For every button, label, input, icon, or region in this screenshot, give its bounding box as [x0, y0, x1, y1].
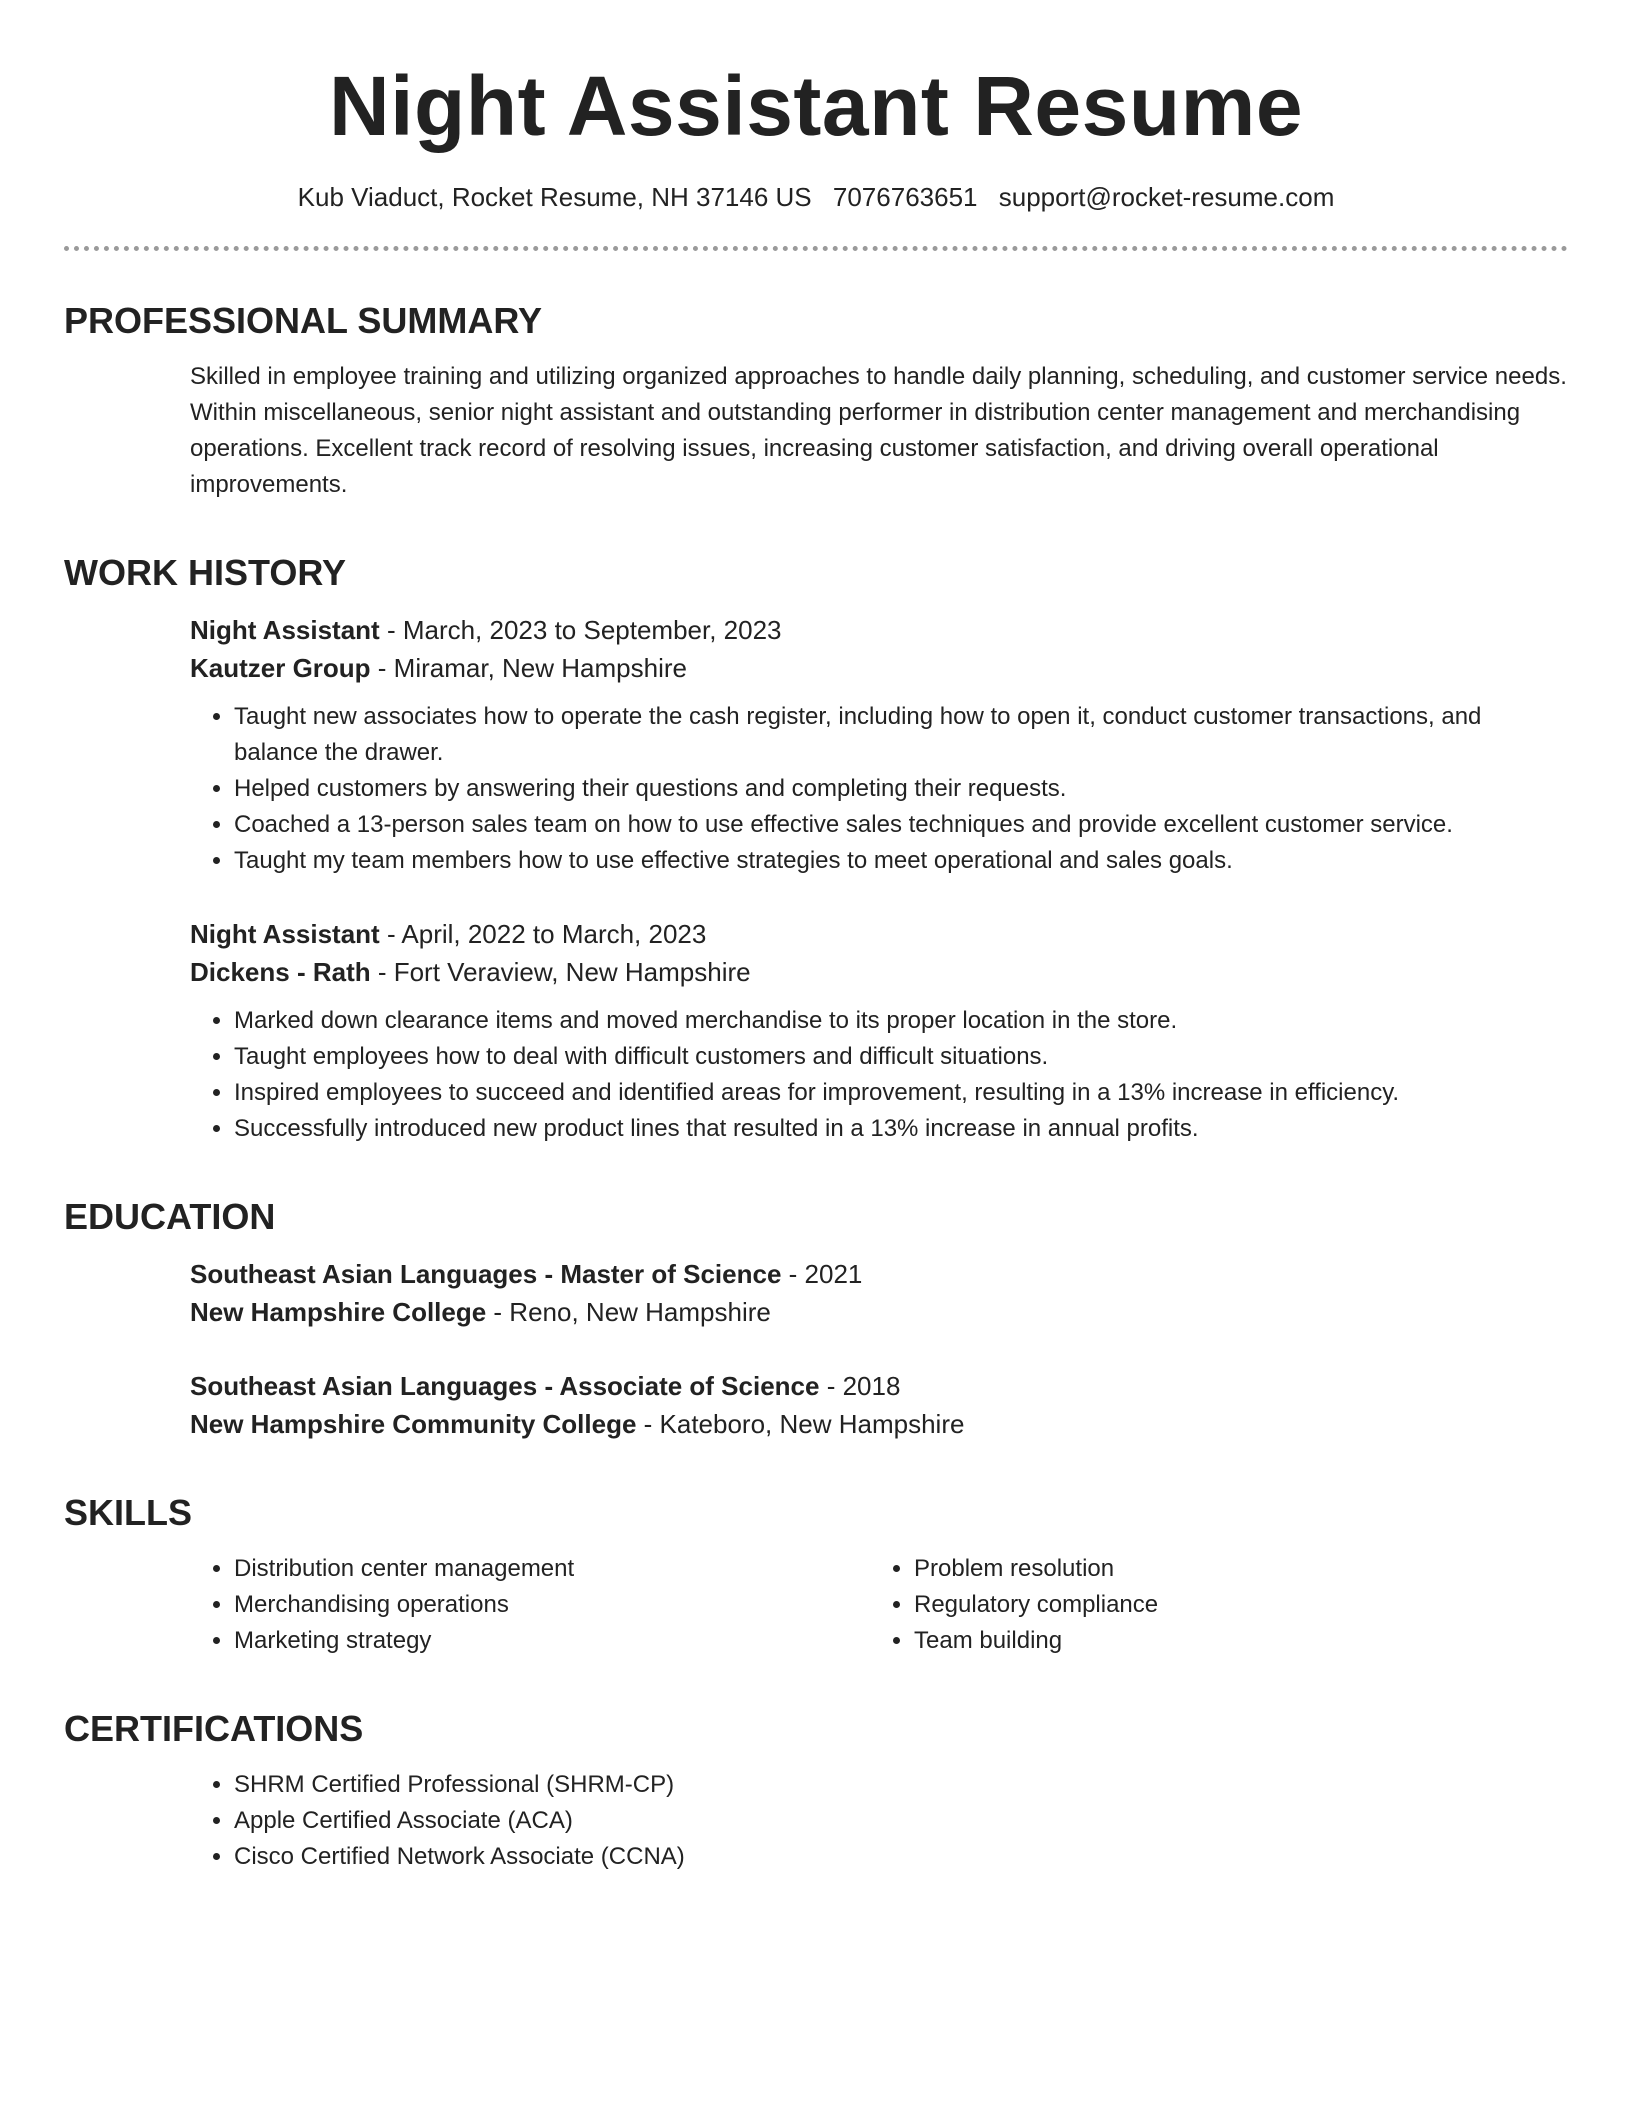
skill-item: • Distribution center management — [234, 1551, 870, 1587]
skill-item: • Merchandising operations — [234, 1587, 870, 1623]
school: New Hampshire Community College — [190, 1409, 637, 1439]
summary-heading: PROFESSIONAL SUMMARY — [64, 300, 543, 341]
degree: Southeast Asian Languages - Master of Science — [190, 1259, 782, 1289]
contact-email: support@rocket-resume.com — [998, 182, 1335, 212]
job-role: Night Assistant — [190, 919, 380, 949]
job-bullet: • Taught new associates how to operate the cash register, including how to open it, conduct customer transactions, and balance the drawer. — [234, 699, 1568, 771]
job-bullet: • Coached a 13-person sales team on how to use effective sales techniques and provide excellent customer service. — [234, 807, 1568, 843]
job-title-line — [190, 611, 1568, 649]
education-section — [64, 1195, 1568, 1443]
job-company: Kautzer Group — [190, 653, 371, 683]
job-entry — [190, 915, 1568, 1147]
work-history-heading: WORK HISTORY — [64, 552, 347, 593]
degree-year: - 2018 — [819, 1371, 901, 1401]
education-entry — [190, 1255, 1568, 1331]
resume-header — [64, 0, 1568, 251]
job-bullets — [190, 1003, 1568, 1147]
job-bullet: • Taught my team members how to use effective strategies to meet operational and sales goals. — [234, 843, 1568, 879]
skill-item: • Regulatory compliance — [914, 1587, 1550, 1623]
skills-column-left — [190, 1551, 870, 1659]
school-location: - Reno, New Hampshire — [486, 1297, 771, 1327]
school-location: - Kateboro, New Hampshire — [636, 1409, 965, 1439]
job-bullet: • Marked down clearance items and moved merchandise to its proper location in the store. — [234, 1003, 1568, 1039]
degree-year: - 2021 — [781, 1259, 863, 1289]
degree: Southeast Asian Languages - Associate of Science — [190, 1371, 820, 1401]
job-bullet: • Successfully introduced new product lines that resulted in a 13% increase in annual profits. — [234, 1111, 1568, 1147]
header-divider — [64, 246, 1568, 251]
certification-item: • Cisco Certified Network Associate (CCNA) — [234, 1839, 1568, 1875]
job-title-line — [190, 915, 1568, 953]
school-line — [190, 1405, 1568, 1443]
job-location: - Fort Veraview, New Hampshire — [370, 957, 751, 987]
degree-line — [190, 1255, 1568, 1293]
certification-item: • SHRM Certified Professional (SHRM-CP) — [234, 1767, 1568, 1803]
certifications-heading: CERTIFICATIONS — [64, 1708, 364, 1749]
education-heading: EDUCATION — [64, 1196, 276, 1237]
job-entry — [190, 611, 1568, 879]
skill-item: • Marketing strategy — [234, 1623, 870, 1659]
certifications-list — [190, 1767, 1568, 1875]
education-entry — [190, 1367, 1568, 1443]
contact-line — [64, 180, 1568, 214]
job-dates: - March, 2023 to September, 2023 — [379, 615, 782, 645]
job-company: Dickens - Rath — [190, 957, 371, 987]
skills-heading: SKILLS — [64, 1492, 193, 1533]
job-role: Night Assistant — [190, 615, 380, 645]
job-bullets — [190, 699, 1568, 879]
school-line — [190, 1293, 1568, 1331]
job-bullet: • Inspired employees to succeed and identified areas for improvement, resulting in a 13% increase in efficiency. — [234, 1075, 1568, 1111]
job-bullet: • Helped customers by answering their questions and completing their requests. — [234, 771, 1568, 807]
school: New Hampshire College — [190, 1297, 487, 1327]
resume-title: Night Assistant Resume — [328, 59, 1304, 153]
skill-item: • Team building — [914, 1623, 1550, 1659]
certification-item: • Apple Certified Associate (ACA) — [234, 1803, 1568, 1839]
job-company-line — [190, 649, 1568, 687]
degree-line — [190, 1367, 1568, 1405]
skills-grid — [190, 1551, 1568, 1659]
contact-phone: 7076763651 — [832, 182, 978, 212]
skill-item: • Problem resolution — [914, 1551, 1550, 1587]
summary-section — [64, 299, 1568, 503]
work-history-section — [64, 551, 1568, 1147]
skills-column-right — [870, 1551, 1550, 1659]
skills-section — [64, 1491, 1568, 1659]
job-dates: - April, 2022 to March, 2023 — [379, 919, 707, 949]
job-bullet: • Taught employees how to deal with difficult customers and difficult situations. — [234, 1039, 1568, 1075]
job-location: - Miramar, New Hampshire — [370, 653, 687, 683]
summary-text: Skilled in employee training and utilizing organized approaches to handle daily planning, scheduling, and customer service needs. Within miscellaneous, senior night assistant and outstanding performer in distribution center management and merchandising operations. Excellent track record of resolving issues, increasing customer satisfaction, and driving overall operational improvements. — [190, 363, 1567, 498]
contact-address: Kub Viaduct, Rocket Resume, NH 37146 US — [297, 182, 812, 212]
job-company-line — [190, 953, 1568, 991]
certifications-section — [64, 1707, 1568, 1875]
